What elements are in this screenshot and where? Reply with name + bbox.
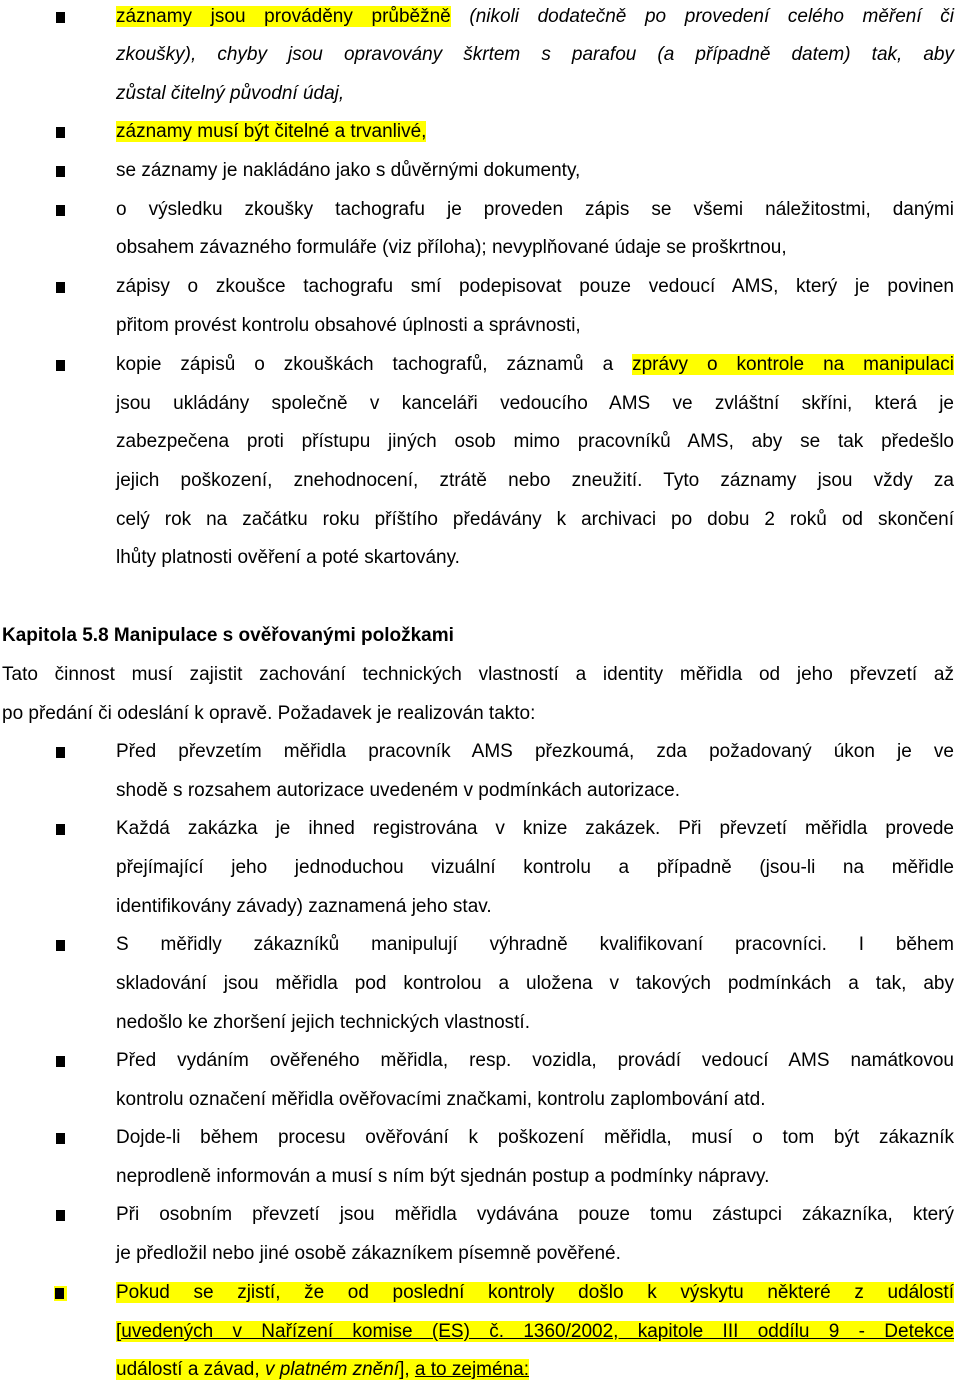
list-item-text: zůstal čitelný původní údaj, (116, 83, 345, 104)
square-bullet-icon (56, 1055, 67, 1068)
list-item-text: kopie zápisů o zkouškách tachografů, záznamů a (116, 354, 633, 375)
highlighted-text: zprávy o kontrole na manipulaci (632, 354, 954, 375)
list-item-text: je předložil nebo jiné osobě zákazníkem písemně pověřené. (116, 1243, 621, 1264)
list-item-text: obsahem závazného formuláře (viz příloha); nevyplňované údaje se proškrtnou, (116, 237, 787, 258)
highlighted-text: záznamy jsou prováděny průběžně (116, 6, 451, 27)
list-item-text: identifikovány závady) zaznamená jeho stav. (116, 896, 492, 917)
list-item-text: kontrolu označení měřidla ověřovacími značkami, kontrolu zaplombování atd. (116, 1089, 766, 1110)
list-item-text: zápisy o zkoušce tachografu smí podepisovat pouze vedoucí AMS, který je povinen (116, 276, 954, 297)
square-bullet-icon (56, 11, 67, 24)
list-item-text: nedošlo ke zhoršení jejich technických vlastností. (116, 1012, 530, 1033)
list-item-text: se záznamy je nakládáno jako s důvěrnými dokumenty, (116, 160, 581, 181)
square-bullet-icon (56, 359, 67, 372)
list-item-text: S měřidly zákazníků manipulují výhradně kvalifikovaní pracovníci. I během (116, 934, 954, 955)
list-item-text: zabezpečena proti přístupu jiných osob mimo pracovníků AMS, aby se tak předešlo (116, 431, 954, 452)
list-item-text: Při osobním převzetí jsou měřidla vydávána pouze tomu zástupci zákazníka, který (116, 1204, 954, 1225)
list-item-text: Před vydáním ověřeného měřidla, resp. vozidla, provádí vedoucí AMS namátkovou (116, 1050, 954, 1071)
list-item-text: Před převzetím měřidla pracovník AMS přezkoumá, zda požadovaný úkon je ve (116, 741, 954, 762)
list-item-text: a to zejména: (414, 1359, 529, 1380)
square-bullet-icon (56, 204, 67, 217)
list-item-text: Každá zakázka je ihned registrována v knize zakázek. Při převzetí měřidla provede (116, 818, 954, 839)
list-item-text: skladování jsou měřidla pod kontrolou a uložena v takových podmínkách a tak, aby (116, 973, 954, 994)
list-item-text: událostí a závad, (116, 1359, 265, 1380)
list-item-text: přejímající jeho jednoduchou vizuální kontrolu a případně (jsou-li na měřidle (116, 857, 954, 878)
square-bullet-icon (56, 939, 67, 952)
highlighted-text: Pokud se zjistí, že od poslední kontroly došlo k výskytu některé z událostí (116, 1282, 954, 1303)
paragraph-text: Tato činnost musí zajistit zachování technických vlastností a identity měřidla od jeho převzetí až (2, 664, 954, 685)
square-bullet-icon (56, 165, 67, 178)
section-heading: Kapitola 5.8 Manipulace s ověřovanými položkami (2, 625, 454, 646)
list-item-text: neprodleně informován a musí s ním být sjednán postup a podmínky nápravy. (116, 1166, 770, 1187)
highlighted-text (116, 1359, 529, 1380)
highlighted-text: [uvedených v Nařízení komise (ES) č. 1360/2002, kapitole III oddílu 9 - Detekce (116, 1321, 954, 1342)
list-item-text: ], (399, 1359, 415, 1380)
list-item-text: zkoušky), chyby jsou opravovány škrtem s parafou (a případně datem) tak, aby (116, 44, 954, 65)
square-bullet-icon (56, 1132, 67, 1145)
highlighted-text: záznamy musí být čitelné a trvanlivé, (116, 121, 427, 142)
list-item-text: Dojde-li během procesu ověřování k poškození měřidla, musí o tom být zákazník (116, 1127, 954, 1148)
list-item-text: jsou ukládány společně v kanceláři vedoucího AMS ve zvláštní skříni, která je (116, 393, 954, 414)
list-item-text: lhůty platnosti ověření a poté skartovány. (116, 547, 460, 568)
square-bullet-icon (56, 126, 67, 139)
square-bullet-icon (56, 746, 67, 759)
square-bullet-icon (54, 1286, 67, 1301)
square-bullet-icon (56, 823, 67, 836)
list-item-text: celý rok na začátku roku příštího předávány k archivaci po dobu 2 roků od skončení (116, 509, 954, 530)
list-item-text: o výsledku zkoušky tachografu je proveden zápis se všemi náležitostmi, danými (116, 199, 954, 220)
list-item-text: v platném znění (264, 1359, 400, 1380)
list-item-text: (nikoli dodatečně po provedení celého měření či (450, 6, 954, 27)
square-bullet-icon (56, 281, 67, 294)
paragraph-text: po předání či odeslání k opravě. Požadavek je realizován takto: (2, 703, 536, 724)
square-bullet-icon (56, 1209, 67, 1222)
list-item-text: jejich poškození, znehodnocení, ztrátě nebo zneužití. Tyto záznamy jsou vždy za (116, 470, 954, 491)
list-item-text: přitom provést kontrolu obsahové úplnosti a správnosti, (116, 315, 581, 336)
list-item-text: shodě s rozsahem autorizace uvedeném v podmínkách autorizace. (116, 780, 680, 801)
